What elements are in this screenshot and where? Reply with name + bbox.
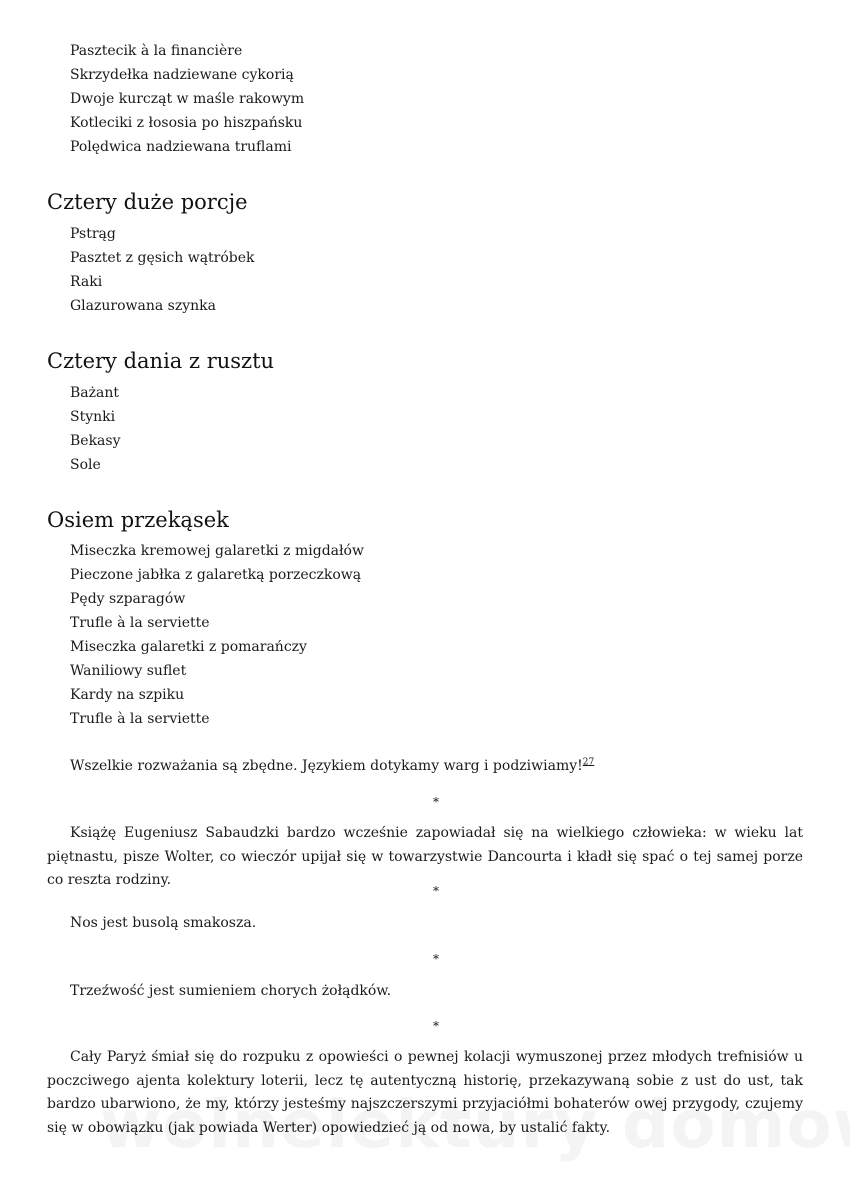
menu-item: Miseczka kremowej galaretki z migdałów [70,543,364,559]
section-separator: * [433,884,439,898]
paragraph-text: Wszelkie rozważania są zbędne. Językiem dotykamy warg i podziwiamy! [70,758,583,774]
menu-item: Kotleciki z łososia po hiszpańsku [70,115,303,131]
menu-item: Pieczone jabłka z galaretką porzeczkową [70,567,362,583]
section-heading: Cztery dania z rusztu [47,349,275,373]
menu-item: Dwoje kurcząt w maśle rakowym [70,91,305,107]
menu-item: Pasztecik à la financière [70,43,243,59]
section-heading: Osiem przekąsek [47,508,229,532]
paragraph: Trzeźwość jest sumieniem chorych żołądków. [70,983,392,999]
section-separator: * [433,952,439,966]
section-separator: * [433,795,439,809]
menu-item: Bażant [70,385,119,401]
footnote-link[interactable]: 27 [582,757,595,768]
paragraph: Nos jest busolą smakosza. [70,915,257,931]
menu-item: Raki [70,274,103,290]
menu-item: Skrzydełka nadziewane cykorią [70,67,294,83]
menu-item: Stynki [70,409,116,425]
menu-item: Glazurowana szynka [70,298,216,314]
menu-item: Miseczka galaretki z pomarańczy [70,639,307,655]
menu-item: Pasztet z gęsich wątróbek [70,250,255,266]
section-separator: * [433,1019,439,1033]
paragraph: Książę Eugeniusz Sabaudzki bardzo wcześnie zapowiadał się na wielkiego człowieka: w wieku lat piętnastu, pisze Wolter, co wieczór upijał się w towarzystwie Dancourta i kładł się spać o tej samej porze co reszta rodziny. [47,825,803,888]
paragraph [47,755,803,779]
paragraph: Cały Paryż śmiał się do rozpuku z opowieści o pewnej kolacji wymuszonej przez młodych trefnisiów u poczciwego ajenta kolektury loterii, lecz tę autentyczną historię, przekazywaną sobie z ust do ust, tak bardzo ubarwiono, że my, którzy jesteśmy najszczerszymi przyjaciółmi bohaterów owej przygody, czujemy się w obowiązku (jak powiada Werter) opowiedzieć ją od nowa, by ustalić fakty. [47,1049,803,1136]
menu-item: Pędy szparagów [70,591,186,607]
menu-item: Sole [70,457,101,473]
menu-item: Polędwica nadziewana truflami [70,139,292,155]
menu-item: Pstrąg [70,226,116,242]
menu-item: Kardy na szpiku [70,687,185,703]
menu-item: Trufle à la serviette [70,711,210,727]
menu-item: Waniliowy suflet [70,663,187,679]
menu-item: Trufle à la serviette [70,615,210,631]
menu-item: Bekasy [70,433,121,449]
section-heading: Cztery duże porcje [47,190,248,214]
